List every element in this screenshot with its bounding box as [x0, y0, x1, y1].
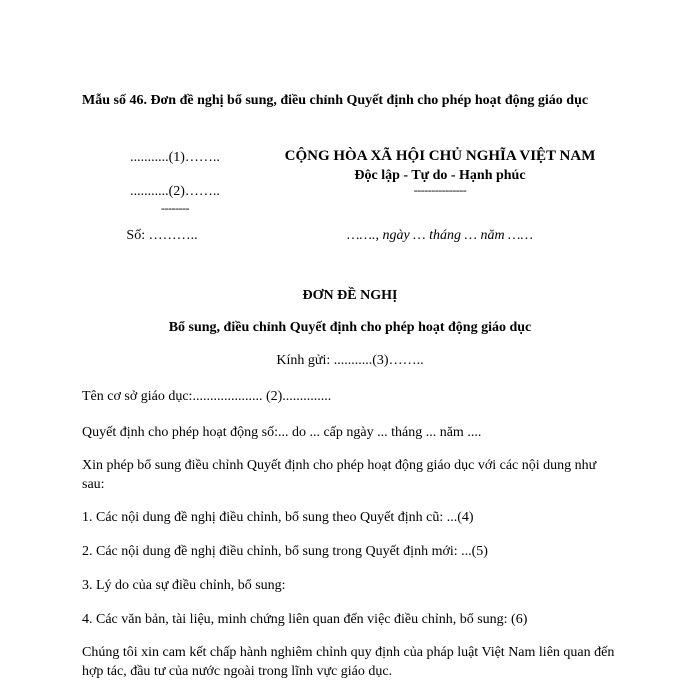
commitment-paragraph: Chúng tôi xin cam kết chấp hành nghiêm chỉnh quy định của pháp luật Việt Nam liên quan đến hợp tác, đầu tư của nước ngoài trong lĩnh vực giáo dục.	[82, 645, 615, 679]
decision-line: Quyết định cho phép hoạt động số:... do ... cấp ngày ... tháng ... năm ....	[82, 425, 482, 440]
item-3: 3. Lý do của sự điều chỉnh, bổ sung:	[82, 578, 286, 593]
item-1: 1. Các nội dung đề nghị điều chỉnh, bổ sung theo Quyết định cũ: ...(4)	[82, 510, 474, 525]
document-number: Số: ………..	[126, 228, 198, 243]
document-title: ĐƠN ĐỀ NGHỊ	[302, 288, 398, 303]
addressee: Kính gửi: ...........(3)……..	[276, 353, 424, 368]
form-title: Mẫu số 46. Đơn đề nghị bổ sung, điều chỉnh Quyết định cho phép hoạt động giáo dục	[82, 93, 589, 108]
place-date: ……., ngày … tháng … năm ……	[347, 228, 533, 243]
nation-motto: Độc lập - Tự do - Hạnh phúc	[354, 168, 526, 183]
item-4: 4. Các văn bản, tài liệu, minh chứng liên quan đến việc điều chỉnh, bổ sung: (6)	[82, 612, 528, 627]
issuer-line-1: ...........(1)……..	[130, 150, 220, 165]
item-2: 2. Các nội dung đề nghị điều chỉnh, bổ sung trong Quyết định mới: ...(5)	[82, 544, 488, 559]
issuer-divider: --------	[161, 201, 189, 215]
request-paragraph: Xin phép bổ sung điều chỉnh Quyết định cho phép hoạt động giáo dục với các nội dung như sau:	[82, 458, 597, 492]
institution-name-line: Tên cơ sở giáo dục:.................... (2)..............	[82, 389, 332, 404]
issuer-line-2: ...........(2)……..	[130, 184, 220, 199]
motto-divider: ---------------	[413, 183, 467, 197]
document-subtitle: Bổ sung, điều chỉnh Quyết định cho phép hoạt động giáo dục	[168, 320, 532, 335]
nation-heading: CỘNG HÒA XÃ HỘI CHỦ NGHĨA VIỆT NAM	[284, 148, 596, 164]
